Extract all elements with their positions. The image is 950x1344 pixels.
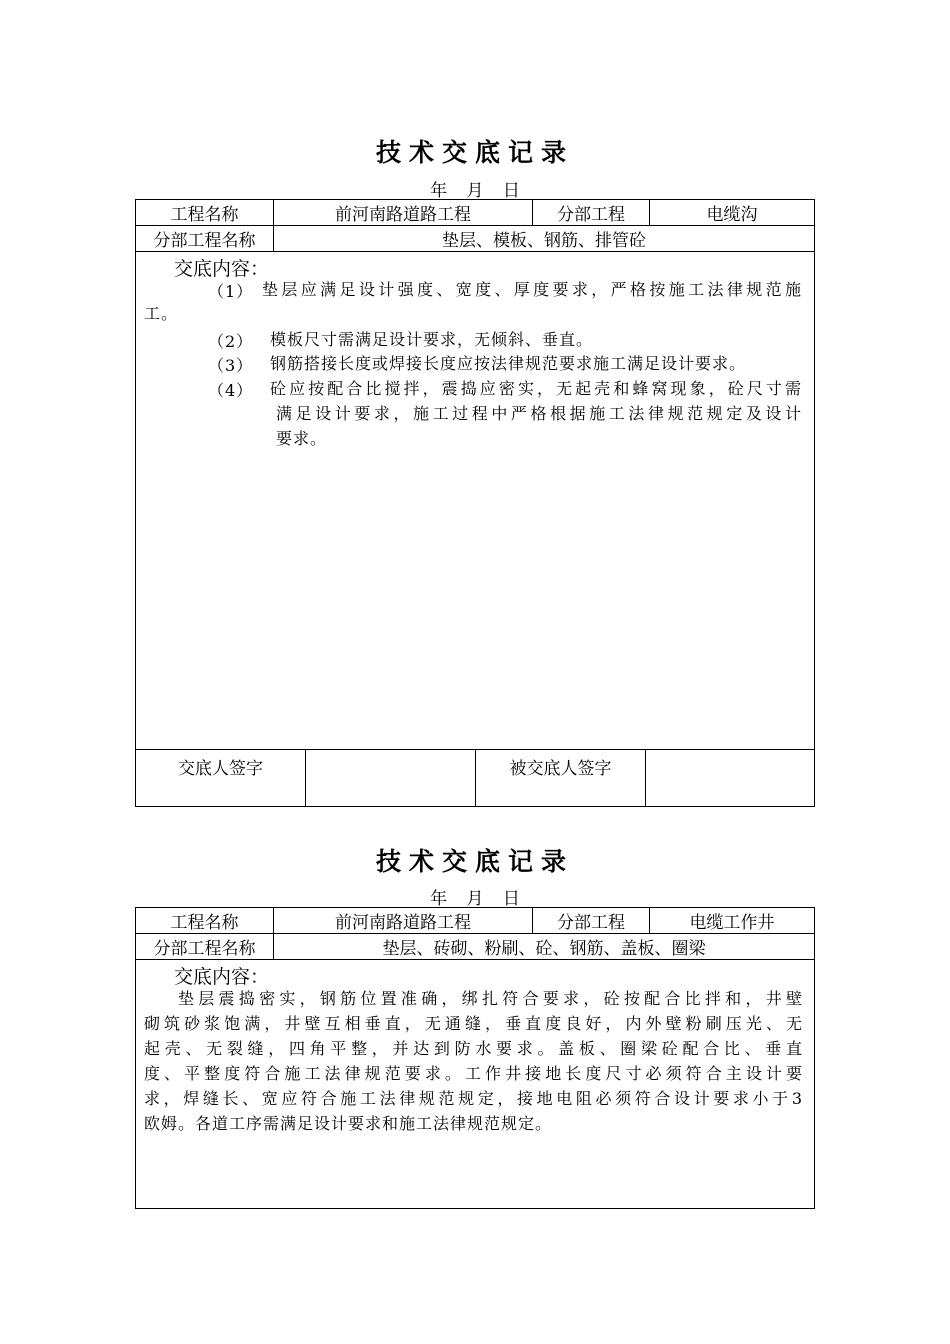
item-3-line-1: 钢筋搭接长度或焊接长度应按法律规范要求施工满足设计要求。 (270, 354, 747, 373)
item-4-line-2: 满足设计要求，施工过程中严格根据施工法律规范规定及设计 (276, 404, 802, 423)
item-1-line-2: 工。 (144, 304, 179, 323)
content-line-6: 欧姆。各道工序需满足设计要求和施工法律规范规定。 (144, 1114, 553, 1133)
project-name-label: 工程名称 (136, 908, 274, 933)
item-4-line-1: 砼应按配合比搅拌，震捣应密实，无起壳和蜂窝现象，砼尺寸需 (270, 379, 802, 398)
content-line-5: 求，焊缝长、宽应符合施工法律规范规定，接地电阻必须符合设计要求小于3 (144, 1089, 803, 1108)
sub-project-name-label: 分部工程名称 (136, 226, 274, 251)
sub-project-label: 分部工程 (533, 908, 650, 933)
sub-project-value: 电缆工作井 (689, 913, 775, 933)
content-label: 交底内容： (174, 966, 270, 988)
content-label: 交底内容： (174, 258, 270, 280)
record1-title: 技术交底记录 (375, 138, 574, 167)
record2-title: 技术交底记录 (375, 847, 574, 876)
project-name-label: 工程名称 (136, 200, 274, 225)
content-line-2: 砌筑砂浆饱满，井壁互相垂直，无通缝，垂直度良好，内外壁粉刷压光、无 (144, 1014, 803, 1033)
record2-table (135, 907, 815, 1209)
sub-project-name-value: 垫层、砖砌、粉刷、砼、钢筋、盖板、圈梁 (382, 939, 706, 959)
record2-content-area (136, 960, 814, 1208)
record2-date: 年 月 日 (430, 889, 520, 909)
content-line-1: 垫层震捣密实，钢筋位置准确，绑扎符合要求，砼按配合比拌和，井壁 (178, 989, 803, 1008)
project-name-value: 前河南路道路工程 (274, 200, 533, 225)
record1-row-subproject-name (136, 226, 814, 252)
item-1-line-1: 垫层应满足设计强度、宽度、厚度要求，严格按施工法律规范施 (262, 280, 802, 299)
discloser-sign-field (306, 750, 476, 806)
content-line-4: 度、平整度符合施工法律规范要求。工作井接地长度尺寸必须符合主设计要 (144, 1064, 803, 1083)
sub-project-name-label: 分部工程名称 (136, 934, 274, 959)
item-2-line-1: 模板尺寸需满足设计要求，无倾斜、垂直。 (270, 330, 594, 349)
record1-row-project (136, 200, 814, 226)
sub-project-value: 电缆沟 (706, 205, 758, 225)
item-2-number: （2） (208, 332, 254, 351)
record1-table (135, 199, 815, 807)
record1-date: 年 月 日 (430, 181, 520, 201)
receiver-sign-label: 被交底人签字 (476, 750, 646, 806)
receiver-sign-field (646, 750, 814, 806)
content-line-3: 起壳、无裂缝，四角平整，并达到防水要求。盖板、圈梁砼配合比、垂直 (144, 1039, 803, 1058)
record1-content-area (136, 252, 814, 750)
record1-signature-row (136, 750, 814, 806)
item-1-number: （1） (208, 282, 254, 301)
item-4-line-3: 要求。 (276, 429, 328, 448)
sub-project-name-value: 垫层、模板、钢筋、排管砼 (442, 231, 646, 251)
record2-row-project (136, 908, 814, 934)
item-4-number: （4） (208, 381, 254, 400)
record2-row-subproject-name (136, 934, 814, 960)
item-3-number: （3） (208, 356, 254, 375)
project-name-value: 前河南路道路工程 (274, 908, 533, 933)
discloser-sign-label: 交底人签字 (136, 750, 306, 806)
sub-project-label: 分部工程 (533, 200, 650, 225)
